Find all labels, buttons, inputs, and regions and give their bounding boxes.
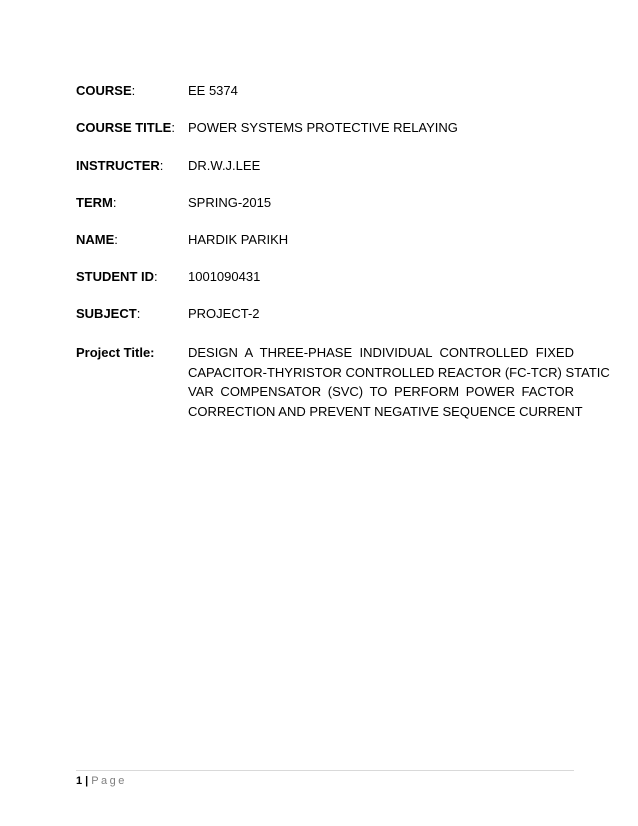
project-title-line: CAPACITOR-THYRISTOR CONTROLLED REACTOR (FC-TCR) STATIC <box>188 364 610 380</box>
page-number: 1 <box>76 775 83 787</box>
field-value: EE 5374 <box>188 83 238 98</box>
field-value: POWER SYSTEMS PROTECTIVE RELAYING <box>188 120 458 135</box>
page-footer <box>76 774 127 788</box>
footer-divider <box>76 770 574 771</box>
field-label: COURSE: <box>76 83 136 98</box>
field-value: PROJECT-2 <box>188 306 260 321</box>
page-word: Page <box>91 775 127 787</box>
project-title-line: CORRECTION AND PREVENT NEGATIVE SEQUENCE CURRENT <box>188 403 583 419</box>
footer-separator: | <box>85 775 89 787</box>
field-label: SUBJECT: <box>76 306 141 321</box>
project-title-line: DESIGN A THREE-PHASE INDIVIDUAL CONTROLLED FIXED <box>188 345 574 360</box>
project-title-text <box>188 343 610 421</box>
field-label: STUDENT ID: <box>76 269 158 284</box>
field-label: NAME: <box>76 232 118 247</box>
field-label: COURSE TITLE: <box>76 120 175 135</box>
field-label: Project Title: <box>76 345 155 360</box>
field-value: DR.W.J.LEE <box>188 158 261 173</box>
field-label: INSTRUCTER: <box>76 158 164 173</box>
field-value: SPRING-2015 <box>188 195 272 210</box>
field-value: HARDIK PARIKH <box>188 232 289 247</box>
field-label: TERM: <box>76 195 117 210</box>
project-title-line: VAR COMPENSATOR (SVC) TO PERFORM POWER FACTOR <box>188 384 574 399</box>
field-value: 1001090431 <box>188 269 261 284</box>
